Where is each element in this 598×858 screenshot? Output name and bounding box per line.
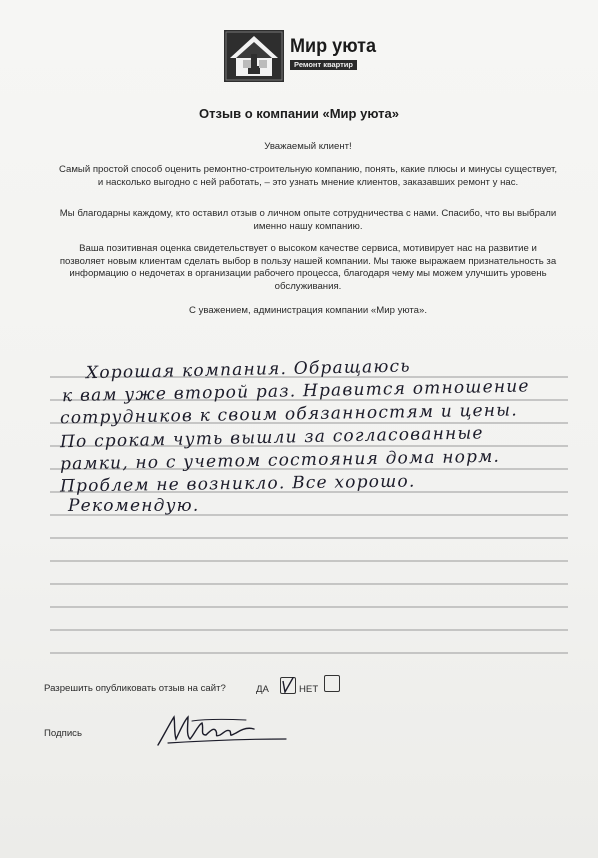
review-line: Хорошая компания. Обращаюсь <box>85 356 411 384</box>
no-checkbox[interactable] <box>324 675 340 692</box>
greeting: Уважаемый клиент! <box>264 141 352 152</box>
review-line: рамки, но с учетом состояния дома норм. <box>59 446 501 475</box>
thanks-paragraph: Мы благодарны каждому, кто оставил отзыв о личном опыте сотрудничества с нами. Спасибо, что вы выбрали именно нашу компанию. <box>59 208 557 232</box>
page-title: Отзыв о компании «Мир уюта» <box>199 106 399 121</box>
publish-question: Разрешить опубликовать отзыв на сайт? <box>44 683 226 694</box>
company-logo <box>222 28 392 88</box>
review-line: Рекомендую. <box>68 496 200 516</box>
intro-paragraph: Самый простой способ оценить ремонтно-строительную компанию, понять, какие плюсы и минусы существует, и насколько выгодно с ней работать, – это узнать мнение клиентов, заказавших ремонт у нас. <box>58 164 558 188</box>
review-line: сотрудников к своим обязанностям и цены. <box>59 400 519 429</box>
yes-checkbox[interactable] <box>280 677 296 694</box>
logo-name: Мир уюта <box>290 36 377 57</box>
feedback-paragraph: Ваша позитивная оценка свидетельствует о высоком качестве сервиса, мотивирует нас на развитие и позволяет новым клиентам сделать выбор в пользу нашей компании. Мы также выражаем признательность за информацию о недочетах в организации рабочего процесса, благодаря чему мы можем улучшить уровень обслуживания. <box>59 243 557 292</box>
yes-label: ДА <box>256 684 269 695</box>
closing-text: С уважением, администрация компании «Мир уюта». <box>188 305 428 316</box>
no-label: НЕТ <box>299 684 319 695</box>
checkmark-icon <box>280 677 296 694</box>
handwritten-signature[interactable] <box>150 705 290 750</box>
review-text-area[interactable] <box>40 345 580 665</box>
review-line: Проблем не возникло. Все хорошо. <box>59 471 416 497</box>
review-line: к вам уже второй раз. Нравится отношение <box>61 376 530 407</box>
signature-label: Подпись <box>44 728 82 739</box>
house-brush-logo-icon <box>222 28 286 84</box>
review-line: По срокам чуть вышли за согласованные <box>59 423 484 453</box>
logo-subtitle: Ремонт квартир <box>290 60 357 70</box>
